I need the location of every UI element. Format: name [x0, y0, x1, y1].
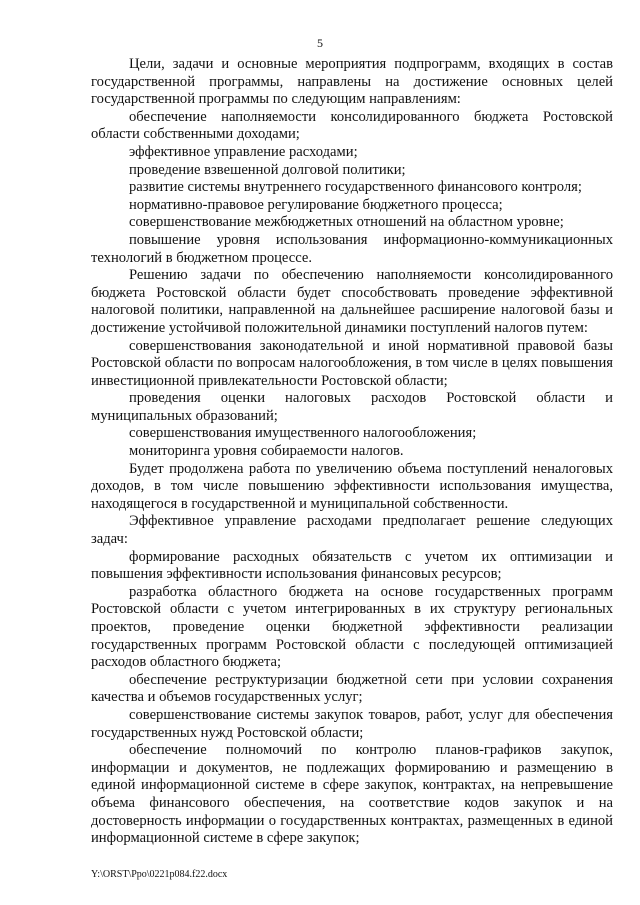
paragraph: Решению задачи по обеспечению наполняемости консолидированного бюджета Ростовской области будет способствовать проведение эффективной налоговой политики, направленной на дальнейшее расширение налоговой базы и достижение устойчивой положительной динамики поступлений налогов путем:	[91, 267, 613, 336]
body-text	[91, 56, 613, 848]
paragraph: проведение взвешенной долговой политики;	[129, 161, 406, 178]
paragraph: совершенствование межбюджетных отношений на областном уровне;	[129, 214, 564, 231]
paragraph: Будет продолжена работа по увеличению объема поступлений неналоговых доходов, в том числе повышению эффективности использования имущества, находящегося в государственной и муниципальной собственности.	[91, 460, 613, 512]
paragraph: совершенствование системы закупок товаров, работ, услуг для обеспечения государственных нужд Ростовской области;	[91, 706, 613, 741]
paragraph: Эффективное управление расходами предполагает решение следующих задач:	[91, 513, 613, 548]
paragraph: развитие системы внутреннего государственного финансового контроля;	[129, 179, 582, 196]
paragraph: разработка областного бюджета на основе государственных программ Ростовской области с учетом интегрированных в их структуру региональных проектов, проведение оценки бюджетной эффективности реализации государственных программ Ростовской области с последующей оптимизацией расходов областного бюджета;	[91, 583, 613, 671]
page-number: 5	[317, 36, 323, 50]
paragraph: повышение уровня использования информационно-коммуникационных технологий в бюджетном процессе.	[91, 231, 613, 266]
paragraph: обеспечение полномочий по контролю планов-графиков закупок, информации и документов, не подлежащих формированию и размещению в единой информационной системе в сфере закупок, контрактах, на непревышение объема финансового обеспечения, на соответствие кодов закупок и на достоверность информации о государственных контрактах, размещенных в единой информационной системе в сфере закупок;	[91, 742, 613, 847]
paragraph: совершенствования имущественного налогообложения;	[129, 425, 477, 442]
paragraph: совершенствования законодательной и иной нормативной правовой базы Ростовской области по вопросам налогообложения, в том числе в целях повышения инвестиционной привлекательности Ростовской области;	[91, 337, 613, 389]
footer-file-path: Y:\ORST\Ppo\0221p084.f22.docx	[91, 869, 228, 880]
paragraph: формирование расходных обязательств с учетом их оптимизации и повышения эффективности использования финансовых ресурсов;	[91, 548, 613, 583]
paragraph: проведения оценки налоговых расходов Ростовской области и муниципальных образований;	[91, 390, 613, 424]
paragraph: Цели, задачи и основные мероприятия подпрограмм, входящих в состав государственной программы, направлены на достижение основных целей государственной программы по следующим направлениям:	[91, 56, 613, 108]
paragraph: эффективное управление расходами;	[129, 143, 358, 160]
paragraph: нормативно-правовое регулирование бюджетного процесса;	[129, 196, 503, 213]
paragraph: мониторинга уровня собираемости налогов.	[129, 443, 404, 460]
paragraph: обеспечение наполняемости консолидированного бюджета Ростовской области собственными доходами;	[91, 108, 613, 143]
paragraph: обеспечение реструктуризации бюджетной сети при условии сохранения качества и объемов государственных услуг;	[91, 671, 613, 706]
